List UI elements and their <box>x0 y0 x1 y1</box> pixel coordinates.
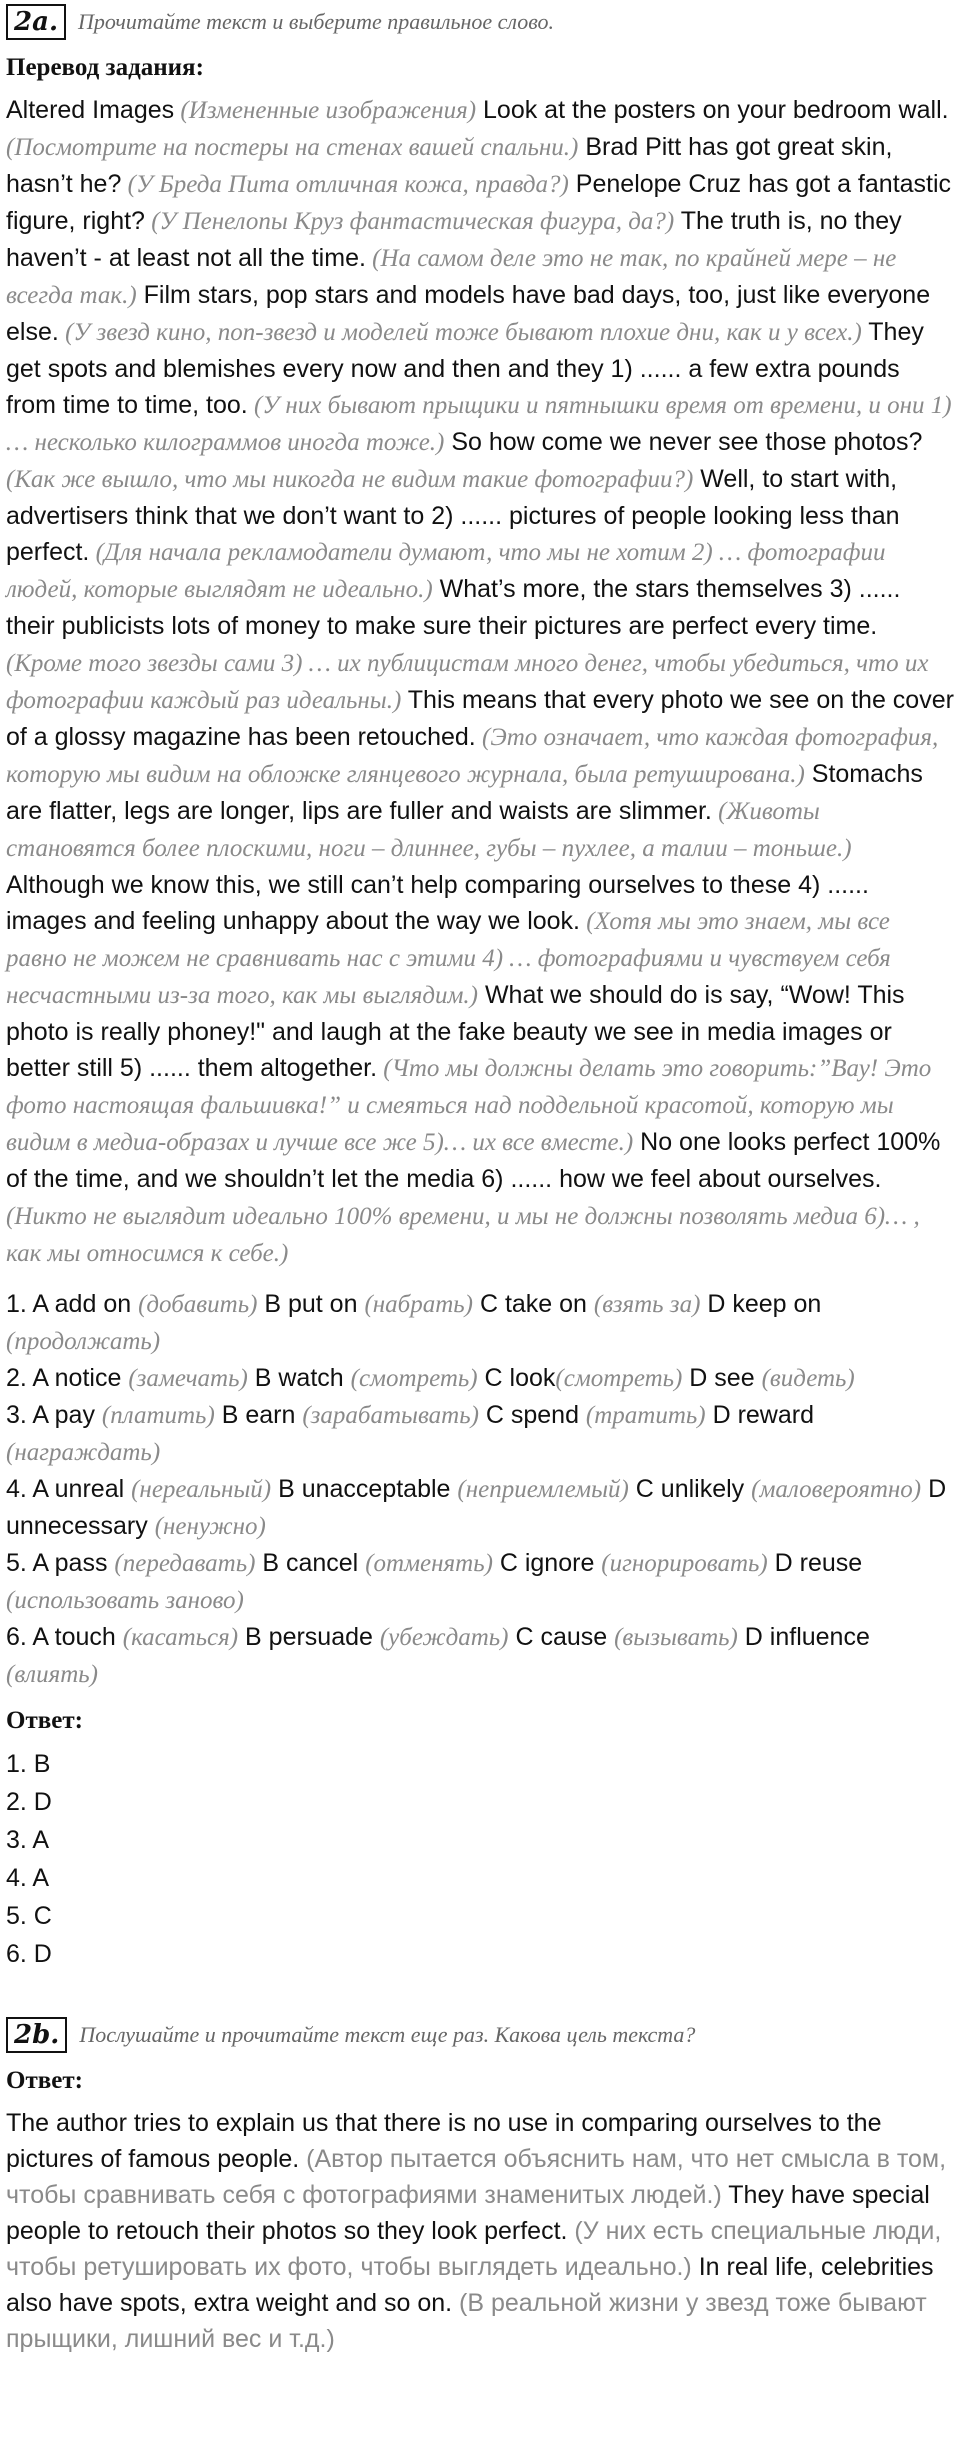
answer-translation: (Автор пытается объяснить нам, что нет смысла в том, чтобы сравнивать себя с фотографиями знаменитых людей.) <box>6 2145 947 2209</box>
answer-translation: (В реальной жизни у звезд тоже бывают прыщики, лишний вес и т.д.) <box>6 2289 927 2353</box>
option-segment: C take on <box>473 1290 594 1318</box>
option-translation: (зарабатывать) <box>302 1402 479 1429</box>
option-segment: D unnecessary <box>6 1475 947 1540</box>
answer-item: 4. A <box>6 1864 50 1892</box>
option-segment: B earn <box>214 1401 303 1429</box>
text-segment: What we should do is say, “Wow! This photo is really phoney!" and laugh at the fake beauty we see in media images or better still 5) ...... them altogether. <box>6 981 905 1082</box>
text-translation: (У Бреда Пита отличная кожа, правда?) <box>121 171 569 198</box>
answer-item: 6. D <box>6 1940 52 1968</box>
option-translation: (ненужно) <box>154 1513 266 1540</box>
answer-text-2b <box>6 2105 954 2357</box>
reading-text <box>6 92 954 1272</box>
text-translation: (Как же вышло, что мы никогда не видим такие фотографии?) <box>6 466 694 493</box>
text-segment: Brad Pitt has got great skin, hasn’t he? <box>6 133 893 198</box>
answers-list <box>6 1745 954 1973</box>
text-translation: (Это означает, что каждая фотография, которую мы видим на обложке глянцевого журнала, была ретуширована.) <box>6 724 939 788</box>
answer-item: 3. A <box>6 1826 50 1854</box>
option-segment: D see <box>682 1364 762 1392</box>
text-translation: (Никто не выглядит идеально 100% времени, и мы не должны позволять медиа 6)… , как мы относимся к себе.) <box>6 1203 920 1267</box>
option-translation: (набрать) <box>364 1291 473 1318</box>
text-translation: (У Пенелопы Круз фантастическая фигура, да?) <box>144 208 675 235</box>
text-segment: Well, to start with, advertisers think that we don’t want to 2) ...... pictures of people looking less than perfect. <box>6 465 900 566</box>
option-segment: D influence <box>737 1623 870 1651</box>
text-segment: They get spots and blemishes every now and then and they 1) ...... a few extra pounds from time to time, too. <box>6 318 924 419</box>
text-segment: Although we know this, we still can’t help comparing ourselves to these 4) ...... images and feeling unhappy about the way we look. <box>6 871 869 935</box>
option-translation: (неприемлемый) <box>457 1476 629 1503</box>
option-segment: D reuse <box>767 1549 863 1577</box>
option-segment: C unlikely <box>628 1475 752 1503</box>
option-segment: C cause <box>508 1623 615 1651</box>
text-translation: (Для начала рекламодатели думают, что мы не хотим 2) … фотографии людей, которые выглядят не идеально.) <box>6 539 886 603</box>
option-segment: B persuade <box>238 1623 380 1651</box>
text-segment: Film stars, pop stars and models have bad days, too, just like everyone else. <box>6 281 931 346</box>
task-2a-badge: 2a. <box>6 4 66 40</box>
text-translation: (Животы становятся более плоскими, ноги – длиннее, губы – пухлее, а талии – тоньше.) <box>6 798 852 862</box>
option-translation: (отменять) <box>365 1550 493 1577</box>
option-segment: B watch <box>247 1364 351 1392</box>
text-segment: Penelope Cruz has got a fantastic figure, right? <box>6 170 952 235</box>
options-list <box>6 1286 954 1693</box>
answer-label-2a: Ответ: <box>6 1707 83 1734</box>
option-line <box>6 1545 954 1619</box>
option-line <box>6 1471 954 1545</box>
option-translation: (смотреть) <box>555 1365 683 1392</box>
option-translation: (вызывать) <box>614 1624 738 1651</box>
option-line <box>6 1286 954 1360</box>
option-translation: (видеть) <box>761 1365 855 1392</box>
text-segment: Look at the posters on your bedroom wall. <box>476 96 949 124</box>
option-segment: C ignore <box>492 1549 602 1577</box>
option-segment: B cancel <box>255 1549 366 1577</box>
answer-translation: (У них есть специальные люди, чтобы ретушировать их фото, чтобы выглядеть идеально.) <box>6 2217 942 2281</box>
text-segment: What’s more, the stars themselves 3) ...... their publicists lots of money to make sure their pictures are perfect every time. <box>6 575 901 640</box>
option-segment: C look <box>477 1364 556 1392</box>
task-2a-instruction: Прочитайте текст и выберите правильное слово. <box>78 9 555 34</box>
text-segment: No one looks perfect 100% of the time, and we shouldn’t let the media 6) ...... how we feel about ourselves. <box>6 1128 941 1193</box>
option-translation: (замечать) <box>128 1365 248 1392</box>
option-segment: 3. A pay <box>6 1401 102 1429</box>
option-translation: (взять за) <box>593 1291 701 1318</box>
text-translation: (Посмотрите на постеры на стенах вашей спальни.) <box>6 134 579 161</box>
option-translation: (маловероятно) <box>751 1476 922 1503</box>
answer-item: 2. D <box>6 1788 52 1816</box>
option-translation: (продолжать) <box>6 1328 161 1355</box>
text-segment: Stomachs are flatter, legs are longer, lips are fuller and waists are slimmer. <box>6 760 923 825</box>
option-translation: (платить) <box>101 1402 215 1429</box>
text-translation: (Что мы должны делать это говорить:”Вау! Это фото настоящая фальшивка!” и смеяться над поддельной красотой, которую мы видим в медиа-образах и лучше все же 5)… их все вместе.) <box>6 1055 932 1156</box>
option-translation: (добавить) <box>138 1291 258 1318</box>
text-segment: The truth is, no they haven’t - at least not all the time. <box>6 207 902 272</box>
text-segment: This means that every photo we see on the cover of a glossy magazine has been retouched. <box>6 686 954 751</box>
text-translation: (У них бывают прыщики и пятнышки время от времени, и они 1) … несколько килограммов иногда тоже.) <box>6 392 952 456</box>
text-translation: (Измененные изображения) <box>174 97 477 124</box>
text-segment: So how come we never see those photos? <box>444 428 923 456</box>
option-translation: (нереальный) <box>131 1476 272 1503</box>
answer-segment: In real life, celebrities also have spots, extra weight and so on. <box>6 2253 934 2317</box>
option-translation: (передавать) <box>114 1550 256 1577</box>
option-segment: 2. A notice <box>6 1364 129 1392</box>
option-segment: 5. A pass <box>6 1549 115 1577</box>
option-segment: 1. A add on <box>6 1290 139 1318</box>
task-2b-instruction: Послушайте и прочитайте текст еще раз. Какова цель текста? <box>79 2022 696 2047</box>
option-translation: (убеждать) <box>379 1624 509 1651</box>
option-segment: D keep on <box>700 1290 822 1318</box>
option-segment: 6. A touch <box>6 1623 123 1651</box>
translation-label: Перевод задания: <box>6 54 204 81</box>
option-line <box>6 1397 954 1471</box>
option-translation: (смотреть) <box>350 1365 478 1392</box>
answer-item: 1. B <box>6 1750 51 1778</box>
task-2b-badge: 2b. <box>6 2017 67 2053</box>
text-translation: (На самом деле это не так, по крайней мере – не всегда так.) <box>6 245 897 309</box>
option-segment: D reward <box>705 1401 814 1429</box>
answer-segment: The author tries to explain us that there is no use in comparing ourselves to the pictures of famous people. <box>6 2109 882 2173</box>
option-translation: (касаться) <box>122 1624 239 1651</box>
text-segment: Altered Images <box>6 96 175 124</box>
option-translation: (влиять) <box>6 1661 98 1688</box>
option-translation: (игнорировать) <box>601 1550 768 1577</box>
answer-label-2b: Ответ: <box>6 2067 83 2094</box>
option-segment: B put on <box>257 1290 365 1318</box>
option-segment: B unacceptable <box>271 1475 458 1503</box>
option-segment: 4. A unreal <box>6 1475 132 1503</box>
option-translation: (награждать) <box>6 1439 161 1466</box>
text-translation: (У звезд кино, поп-звезд и моделей тоже бывают плохие дни, как и у всех.) <box>58 319 862 346</box>
option-segment: C spend <box>478 1401 586 1429</box>
text-translation: (Кроме того звезды сами 3) … их публицистам много денег, чтобы убедиться, что их фотографии каждый раз идеальны.) <box>6 650 929 714</box>
option-translation: (тратить) <box>585 1402 706 1429</box>
task-2b-header <box>6 2017 954 2053</box>
task-2a-header <box>6 4 954 40</box>
answer-segment: They have special people to retouch their photos so they look perfect. <box>6 2181 930 2245</box>
option-translation: (использовать заново) <box>6 1587 244 1614</box>
answer-item: 5. C <box>6 1902 52 1930</box>
option-line <box>6 1360 954 1397</box>
text-translation: (Хотя мы это знаем, мы все равно не можем не сравнивать нас с этими 4) … фотографиями и чувствуем себя несчастными из-за того, как мы выглядим.) <box>6 908 891 1009</box>
option-line <box>6 1619 954 1693</box>
